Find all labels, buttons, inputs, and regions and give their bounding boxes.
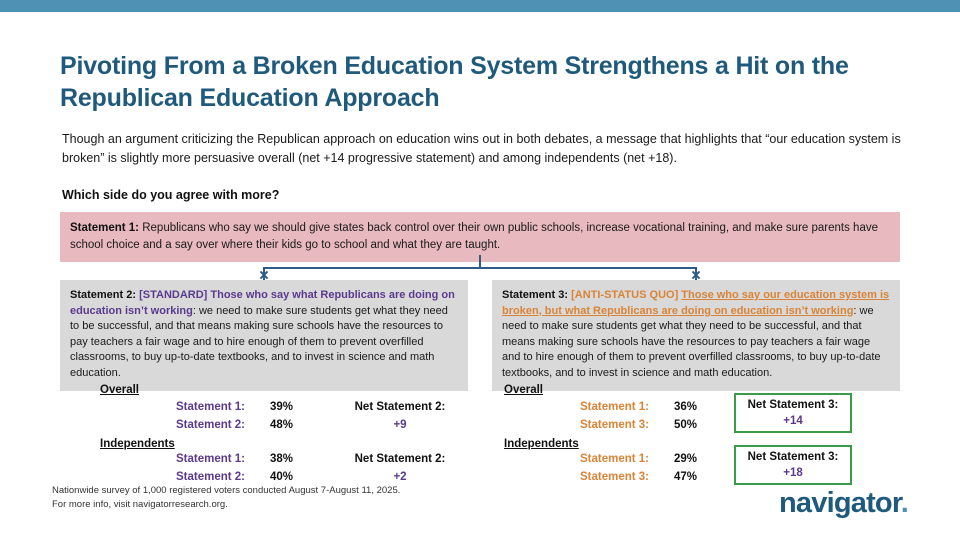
left-overall-net-label: Net Statement 2:: [354, 401, 446, 413]
statement-2-label: Statement 2:: [70, 289, 137, 301]
statement-2-body: : we need to make sure students get what they need to be successful, and that means making sure schools have the resources to pay teachers a fair wage and to hire enough of them to prevent overfilled classrooms, to buy up-to-date textbooks, and to invest in science and math education.: [70, 304, 448, 380]
statement-3-tag: [ANTI-STATUS QUO]: [571, 289, 682, 301]
logo-dot: .: [900, 487, 908, 519]
right-overall-net-value: +14: [783, 415, 803, 427]
navigator-logo: [779, 487, 908, 520]
connector-horizontal: [263, 267, 697, 269]
right-overall-row-1-value: 50%: [674, 419, 698, 431]
footnote-line-1: Nationwide survey of 1,000 registered voters conducted August 7-August 11, 2025.: [52, 485, 401, 497]
right-independents-row-0-label: Statement 1:: [580, 453, 650, 465]
right-overall-row-0-label: Statement 1:: [580, 401, 650, 413]
left-group-independents-heading: Independents: [100, 438, 175, 450]
footnote: [52, 484, 400, 512]
right-independents-row-1-label: Statement 3:: [580, 471, 650, 483]
right-group-overall-heading: Overall: [504, 384, 543, 396]
right-independents-net-label: Net Statement 3:: [747, 451, 839, 463]
statement-2-tag: [STANDARD] Those who say what Republicans are doing on education isn’t working: [70, 289, 455, 317]
subtitle-text: Though an argument criticizing the Republican approach on education wins out in both debates, a message that highlights that “our education system is broken” is slightly more persuasive overall (net +14 progressive statement) and among independents (net +18).: [62, 132, 901, 165]
left-independents-row-1-value: 40%: [270, 471, 294, 483]
slide-body: [0, 12, 960, 540]
right-group-independents-heading: Independents: [504, 438, 579, 450]
left-independents-net-label: Net Statement 2:: [354, 453, 446, 465]
right-overall-row-0-value: 36%: [674, 401, 698, 413]
left-overall-net-value: +9: [393, 419, 407, 431]
left-overall-row-1-value: 48%: [270, 419, 294, 431]
left-overall-row-0-value: 39%: [270, 401, 294, 413]
page-title: Pivoting From a Broken Education System Strengthens a Hit on the Republican Education Approach: [60, 52, 849, 112]
logo-text: navigator: [779, 487, 901, 519]
statement-3-label: Statement 3:: [502, 289, 569, 301]
left-overall-row-1-label: Statement 2:: [176, 419, 246, 431]
footnote-line-2: For more info, visit navigatorresearch.org.: [52, 499, 228, 511]
statement-3-box: [492, 280, 900, 391]
right-overall-row-1-label: Statement 3:: [580, 419, 650, 431]
left-independents-row-1-label: Statement 2:: [176, 471, 246, 483]
left-independents-row-0-value: 38%: [270, 453, 294, 465]
top-accent-bar: [0, 0, 960, 12]
right-independents-row-1-value: 47%: [674, 471, 698, 483]
right-overall-net-label: Net Statement 3:: [747, 399, 839, 411]
left-independents-net-value: +2: [393, 471, 407, 483]
question-prompt: Which side do you agree with more?: [62, 188, 280, 202]
left-overall-row-0-label: Statement 1:: [176, 401, 246, 413]
right-independents-row-0-value: 29%: [674, 453, 698, 465]
right-independents-net-value: +18: [783, 467, 803, 479]
connector-vertical-center: [479, 255, 481, 267]
statement-1-text: Republicans who say we should give states back control over their own public schools, increase vocational training, and make sure parents have school choice and a say over where their kids go to school and what they are taught.: [70, 222, 878, 251]
statement-2-box: [60, 280, 468, 391]
left-independents-row-0-label: Statement 1:: [176, 453, 246, 465]
statement-3-body: : we need to make sure students get what they need to be successful, and that means making sure schools have the resources to pay teachers a fair wage and to hire enough of them to prevent overfilled classrooms, to buy up-to-date textbooks, and to invest in science and math education.: [502, 304, 881, 380]
statement-3-tag-underlined: Those who say our education system is broken, but what Republicans are doing on education isn’t working: [502, 289, 890, 317]
statement-1-label: Statement 1:: [70, 222, 140, 234]
left-group-overall-heading: Overall: [100, 384, 139, 396]
